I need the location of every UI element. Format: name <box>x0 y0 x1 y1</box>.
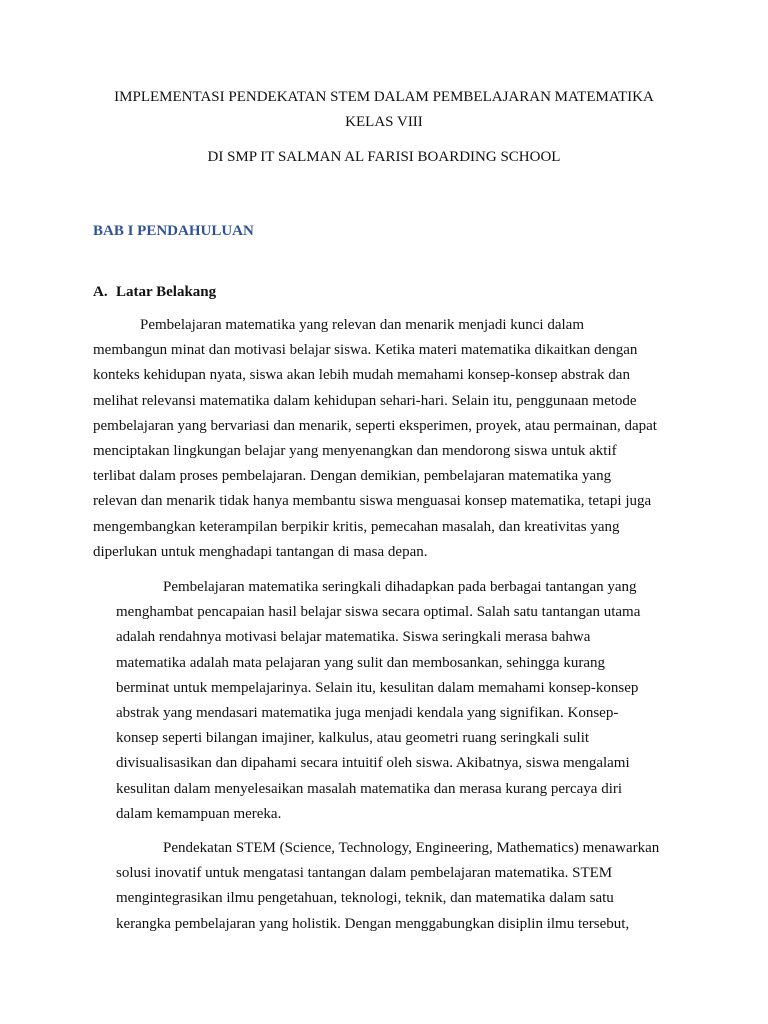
paragraph <box>116 836 659 937</box>
document-title-line-2: KELAS VIII <box>345 114 423 130</box>
paragraph-line: Pembelajaran matematika seringkali dihadapkan pada berbagai tantangan yang <box>163 579 637 595</box>
paragraph-line: terlibat dalam proses pembelajaran. Dengan demikian, pembelajaran matematika yang <box>93 468 612 485</box>
paragraph-line: kerangka pembelajaran yang holistik. Dengan menggabungkan disiplin ilmu tersebut, <box>116 915 630 932</box>
paragraph-line: menciptakan lingkungan belajar yang menyenangkan dan mendorong siswa untuk aktif <box>93 442 617 459</box>
paragraph-line: Pembelajaran matematika yang relevan dan menarik menjadi kunci dalam <box>140 317 584 333</box>
paragraph-line: berminat untuk mempelajarinya. Selain itu, kesulitan dalam memahami konsep-konsep <box>116 679 639 696</box>
paragraph <box>116 575 640 827</box>
section-title: Latar Belakang <box>116 284 217 300</box>
paragraph-line: relevan dan menarik tidak hanya membantu siswa menguasai konsep matematika, tetapi juga <box>93 493 652 510</box>
paragraph-line: Pendekatan STEM (Science, Technology, Engineering, Mathematics) menawarkan <box>163 840 660 856</box>
section-number: A. <box>93 284 108 300</box>
paragraph-line: solusi inovatif untuk mengatasi tantangan dalam pembelajaran matematika. STEM <box>116 865 613 882</box>
paragraph-line: abstrak yang mendasari matematika juga menjadi kendala yang signifikan. Konsep- <box>116 704 619 721</box>
paragraph-line: matematika adalah mata pelajaran yang sulit dan membosankan, sehingga kurang <box>116 654 605 671</box>
chapter-heading: BAB I PENDAHULUAN <box>93 223 254 239</box>
paragraph-line: membangun minat dan motivasi belajar siswa. Ketika materi matematika dikaitkan dengan <box>93 342 638 359</box>
paragraph-line: melihat relevansi matematika dalam kehidupan sehari-hari. Selain itu, penggunaan metode <box>93 392 637 409</box>
paragraph-line: konsep seperti bilangan imajiner, kalkulus, atau geometri ruang seringkali sulit <box>116 730 590 747</box>
paragraph-line: dalam kemampuan mereka. <box>116 805 282 822</box>
paragraph-line: divisualisasikan dan dipahami secara intuitif oleh siswa. Akibatnya, siswa mengalami <box>116 755 630 772</box>
document-subtitle: DI SMP IT SALMAN AL FARISI BOARDING SCHOOL <box>207 149 561 165</box>
paragraph-line: diperlukan untuk menghadapi tantangan di masa depan. <box>93 543 428 560</box>
section-heading <box>93 282 216 302</box>
paragraph-line: kesulitan dalam menyelesaikan masalah matematika dan merasa kurang percaya diri <box>116 780 623 797</box>
paragraph <box>93 313 657 565</box>
paragraph-line: konteks kehidupan nyata, siswa akan lebih mudah memahami konsep-konsep abstrak dan <box>93 367 630 384</box>
document-title-line-1: IMPLEMENTASI PENDEKATAN STEM DALAM PEMBELAJARAN MATEMATIKA <box>114 89 654 105</box>
paragraph-line: adalah rendahnya motivasi belajar matematika. Siswa seringkali merasa bahwa <box>116 629 591 646</box>
paragraph-line: menghambat pencapaian hasil belajar siswa secara optimal. Salah satu tantangan utama <box>116 604 641 621</box>
paragraph-line: mengembangkan keterampilan berpikir kritis, pemecahan masalah, dan kreativitas yang <box>93 518 620 535</box>
paragraph-line: mengintegrasikan ilmu pengetahuan, teknologi, teknik, dan matematika dalam satu <box>116 890 614 907</box>
paragraph-line: pembelajaran yang bervariasi dan menarik, seperti eksperimen, proyek, atau permainan, dapat <box>93 417 657 434</box>
